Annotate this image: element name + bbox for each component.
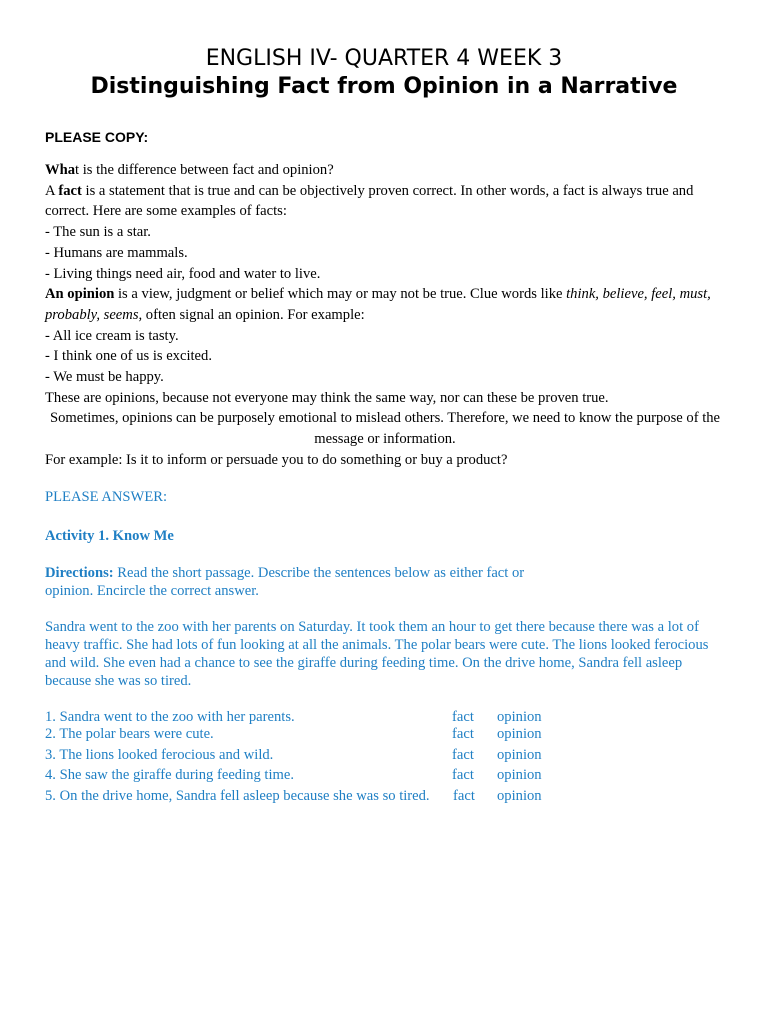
fact-definition — [45, 181, 725, 222]
fact-choice[interactable]: fact — [453, 787, 475, 804]
opinion-definition — [45, 284, 725, 325]
item-question: 4. She saw the giraffe during feeding time. — [45, 767, 294, 783]
clue-words: think, believe, feel, must, probably, seems, — [45, 286, 711, 323]
fact-choice[interactable]: fact — [452, 709, 474, 725]
list-item — [45, 745, 645, 766]
fact-article: A — [45, 182, 59, 199]
closing-text: These are opinions, because not everyone may think the same way, nor can these be proven true. — [45, 389, 609, 406]
opinion-choice[interactable]: opinion — [497, 746, 542, 763]
fact-example: - Humans are mammals. — [45, 244, 188, 261]
lesson-text — [45, 160, 725, 471]
opinion-def-text: is a view, judgment or belief which may or may not be true. Clue words like — [114, 286, 567, 303]
item-question: 3. The lions looked ferocious and wild. — [45, 746, 274, 763]
opinion-choice[interactable]: opinion — [497, 767, 542, 783]
page-title: ENGLISH IV- QUARTER 4 WEEK 3 — [205, 46, 563, 71]
list-item — [45, 765, 645, 786]
opinion-choice[interactable]: opinion — [497, 787, 542, 804]
opinion-example: - We must be happy. — [45, 369, 164, 386]
fact-term: fact — [58, 182, 82, 199]
page-subtitle: Distinguishing Fact from Opinion in a Narrative — [90, 74, 678, 99]
please-answer-heading: PLEASE ANSWER: — [45, 489, 168, 505]
fact-choice[interactable]: fact — [452, 726, 474, 742]
opinion-example: - I think one of us is excited. — [45, 348, 212, 365]
question-rest: t is the difference between fact and opinion? — [75, 162, 334, 178]
directions-label: Directions: — [45, 565, 114, 581]
fact-choice[interactable]: fact — [452, 746, 474, 763]
question-bold: Wha — [45, 162, 76, 178]
directions — [45, 564, 565, 600]
list-item — [45, 786, 645, 807]
question-line — [45, 160, 725, 181]
item-question: 5. On the drive home, Sandra fell asleep because she was so tired. — [45, 787, 430, 804]
fact-example: - The sun is a star. — [45, 224, 151, 241]
closing-text: For example: Is it to inform or persuade you to do something or buy a product? — [45, 451, 508, 468]
opinion-example: - All ice cream is tasty. — [45, 327, 179, 344]
reading-passage: Sandra went to the zoo with her parents on Saturday. It took them an hour to get there because there was a lot of heavy traffic. She had lots of fun looking at all the animals. The polar bears were cute. The lions looked ferocious and wild. She even had a chance to see the giraffe during feeding time. On the drive home, Sandra fell asleep because she was so tired. — [45, 619, 709, 689]
please-copy-label: PLEASE COPY: — [45, 129, 149, 145]
list-item — [45, 724, 645, 745]
closing-text: Sometimes, opinions can be purposely emotional to mislead others. Therefore, we need to know the purpose of the message or information. — [49, 410, 721, 448]
opinion-choice[interactable]: opinion — [497, 726, 542, 742]
answer-items — [45, 707, 645, 806]
list-item — [45, 707, 645, 724]
activity-title: Activity 1. Know Me — [45, 528, 174, 544]
opinion-term: An opinion — [45, 286, 115, 303]
directions-text: Read the short passage. Describe the sentences below as either fact or opinion. Encircle the correct answer. — [45, 565, 525, 599]
opinion-choice[interactable]: opinion — [497, 709, 542, 725]
fact-def-text: is a statement that is true and can be objectively proven correct. In other words, a fact is always true and correct. Here are some examples of facts: — [45, 182, 694, 220]
fact-example: - Living things need air, food and water to live. — [45, 265, 321, 282]
item-question: 1. Sandra went to the zoo with her parents. — [45, 709, 295, 725]
fact-choice[interactable]: fact — [452, 767, 474, 783]
opinion-def-end: often signal an opinion. For example: — [142, 306, 365, 323]
item-question: 2. The polar bears were cute. — [45, 726, 214, 742]
